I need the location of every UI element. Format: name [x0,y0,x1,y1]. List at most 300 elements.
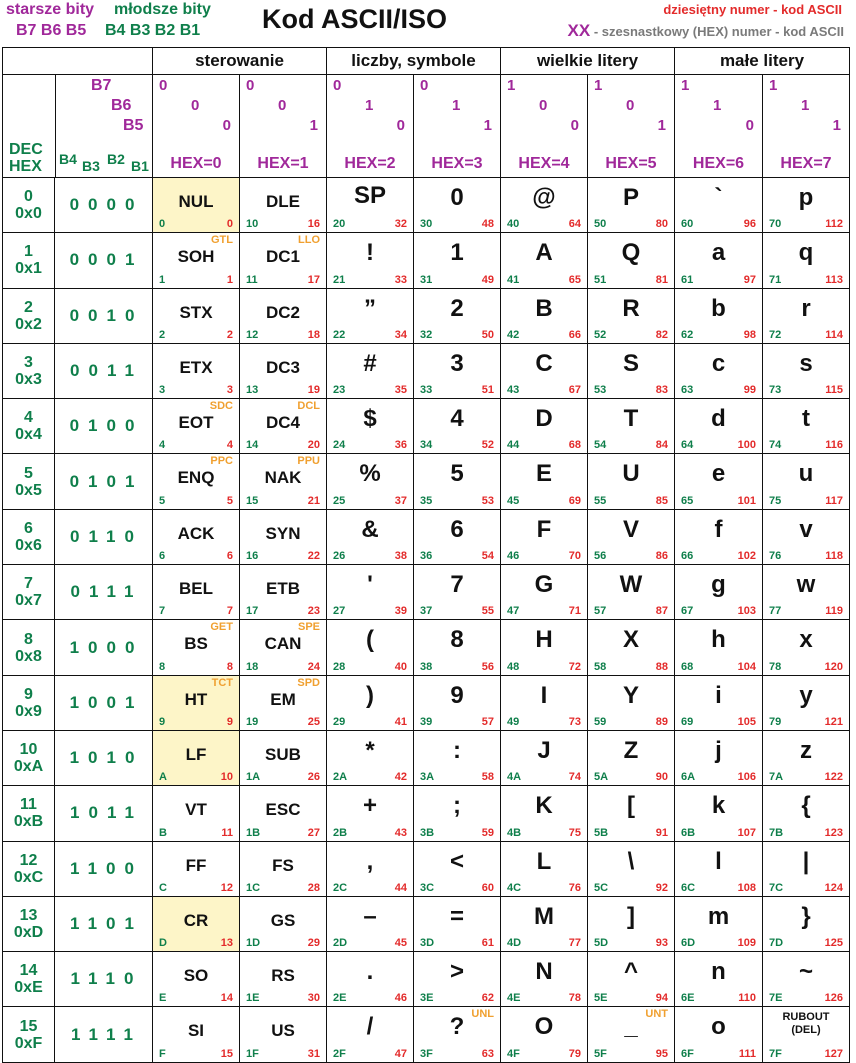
ascii-symbol: FS [272,855,294,875]
hex-code: C [159,881,167,894]
ascii-cell [675,896,763,951]
ascii-cell [588,399,675,454]
row-header [3,343,55,398]
decimal-code: 112 [825,218,843,231]
hex-code: 34 [420,439,433,452]
ascii-symbol: Q [621,239,641,267]
ascii-symbol: HT [184,689,208,709]
hex-code: 75 [769,494,782,507]
column-bit-b7: 1 [769,77,778,94]
ascii-symbol: GS [270,910,296,930]
ascii-annotation: DCL [297,400,320,413]
decimal-code: 63 [481,1047,494,1060]
legend-hex [568,21,844,41]
decimal-code: 114 [825,328,843,341]
hex-code: 71 [769,273,782,286]
ascii-symbol: SP [353,182,386,209]
ascii-symbol: < [449,847,464,875]
decimal-code: 118 [825,550,843,563]
ascii-cell [327,399,414,454]
column-bit-b5: 1 [309,117,318,134]
ascii-symbol: ACK [177,523,215,543]
ascii-cell [675,841,763,896]
decimal-code: 80 [655,218,668,231]
decimal-code: 19 [307,384,320,397]
row-dec: 2 [24,298,33,316]
ascii-cell [588,896,675,951]
ascii-cell [327,675,414,730]
ascii-cell [240,1007,327,1062]
ascii-cell [240,288,327,343]
table-row [3,952,850,1007]
older-bit-names: B7 B6 B5 [16,22,87,39]
decimal-code: 37 [394,494,407,507]
ascii-symbol: 8 [450,626,464,654]
hex-code: 14 [246,439,259,452]
hex-code: 19 [246,715,259,728]
category-corner [3,48,153,75]
column-bit-b6: 1 [452,97,461,114]
hex-code: 4B [507,826,522,839]
row-hex: 0xC [13,868,44,886]
ascii-symbol: SI [187,1021,205,1041]
ascii-cell [153,343,240,398]
column-bit-b7: 0 [246,77,255,94]
decimal-code: 58 [481,771,494,784]
decimal-code: 45 [394,937,407,950]
row-dec: 0 [24,188,33,206]
decimal-code: 57 [481,715,494,728]
decimal-code: 117 [825,494,843,507]
hex-code: 51 [594,273,607,286]
ascii-symbol: G [534,571,554,599]
decimal-code: 126 [824,992,843,1005]
ascii-cell [414,896,501,951]
table-row [3,233,850,288]
column-bit-b5: 0 [396,117,405,134]
ascii-symbol: o [711,1013,726,1041]
ascii-symbol: BEL [179,579,213,599]
row-dec: 1 [24,243,33,261]
ascii-cell [414,565,501,620]
decimal-code: 28 [307,881,320,894]
ascii-symbol: O [534,1013,554,1041]
category-digits-symbols: liczby, symbole [327,48,501,75]
ascii-symbol: \ [627,847,635,875]
decimal-code: 125 [824,937,843,950]
ascii-cell [588,288,675,343]
decimal-code: 41 [394,715,407,728]
ascii-cell [327,952,414,1007]
ascii-cell [675,1007,763,1062]
ascii-symbol: P [622,184,639,211]
ascii-annotation: SPE [297,621,320,634]
hex-code: 3D [420,937,435,950]
hex-code: 5F [594,1047,607,1060]
decimal-code: 36 [394,439,407,452]
column-bit-b7: 0 [420,77,429,94]
decimal-code: 81 [655,273,668,286]
ascii-cell [240,509,327,564]
hex-code: 44 [507,439,520,452]
decimal-code: 35 [394,384,407,397]
ascii-cell [763,620,850,675]
hex-code: 3 [159,384,166,397]
ascii-cell [153,399,240,454]
decimal-code: 119 [825,605,843,618]
hex-code: F [159,1047,166,1060]
ascii-symbol: STX [179,302,213,322]
ascii-symbol: DLE [266,192,300,211]
ascii-symbol: / [366,1013,374,1041]
column-hex-label: HEX=2 [344,155,396,172]
decimal-code: 39 [394,605,407,618]
row-dec: 13 [19,907,38,924]
column-bit-b5: 1 [832,117,841,134]
ascii-cell [763,454,850,509]
ascii-cell [327,288,414,343]
ascii-table [2,47,850,1063]
table-row [3,178,850,233]
decimal-code: 121 [824,715,843,728]
ascii-symbol: T [623,405,639,433]
row-bits: 1111 [55,1007,153,1062]
row-bits: 1011 [55,786,153,841]
ascii-symbol: 0 [450,184,464,211]
ascii-symbol: + [362,792,377,820]
category-control: sterowanie [153,48,327,75]
hex-code: 18 [246,660,259,673]
row-hex: 0xB [13,813,44,831]
decimal-code: 66 [568,328,581,341]
ascii-cell [153,730,240,785]
ascii-symbol: ] [627,902,635,930]
hex-code: 11 [246,273,258,286]
column-hex-label: HEX=0 [170,155,222,172]
row-hex: 0xF [14,1034,43,1052]
decimal-code: 70 [568,550,581,563]
decimal-code: 38 [394,550,407,563]
row-header [3,896,55,951]
ascii-cell [675,565,763,620]
ascii-cell [588,1007,675,1062]
decimal-code: 72 [568,660,581,673]
decimal-code: 91 [655,826,668,839]
ascii-symbol: g [711,571,726,599]
row-header [3,952,55,1007]
ascii-symbol: y [799,681,813,709]
ascii-symbol: F [536,515,552,543]
hex-code: 55 [594,494,607,507]
decimal-code: 84 [655,439,668,452]
column-bit-b5: 0 [570,117,579,134]
column-header-6 [675,75,763,178]
category-uppercase: wielkie litery [501,48,675,75]
hex-code: 36 [420,550,433,563]
decimal-code: 113 [825,273,843,286]
ascii-cell [763,509,850,564]
decimal-code: 83 [655,384,668,397]
decimal-code: 120 [824,660,843,673]
decimal-code: 86 [655,550,668,563]
ascii-cell [763,730,850,785]
ascii-symbol: ETB [266,579,300,599]
hex-code: 2D [333,937,348,950]
column-header-7 [763,75,850,178]
decimal-code: 43 [394,826,407,839]
ascii-symbol: VT [185,800,207,820]
decimal-code: 102 [737,550,756,563]
ascii-cell [153,841,240,896]
hex-code: 49 [507,715,520,728]
ascii-symbol: ` [714,184,723,211]
page-title: Kod ASCII/ISO [262,4,448,34]
decimal-code: 87 [655,605,668,618]
decimal-code: 50 [481,328,494,341]
decimal-code: 107 [737,826,756,839]
decimal-code: 59 [481,826,494,839]
older-bits-label: starsze bity [6,1,95,18]
ascii-cell [588,343,675,398]
ascii-cell [327,233,414,288]
ascii-cell [414,509,501,564]
corner-b3: B3 [82,158,100,174]
row-header [3,675,55,730]
ascii-symbol: s [799,349,813,377]
row-dec: 4 [24,409,33,427]
decimal-code: 106 [737,771,756,784]
table-row [3,399,850,454]
ascii-cell [501,786,588,841]
ascii-cell [588,565,675,620]
hex-code: 43 [507,384,520,397]
hex-code: 40 [507,218,520,231]
hex-code: 12 [246,328,259,341]
ascii-cell [588,233,675,288]
ascii-cell [153,1007,240,1062]
ascii-symbol: t [802,405,810,433]
ascii-cell [327,454,414,509]
decimal-code: 52 [481,439,494,452]
ascii-annotation: UNL [471,1008,494,1021]
decimal-code: 65 [568,273,581,286]
ascii-symbol: = [449,902,464,930]
ascii-cell [327,896,414,951]
decimal-code: 30 [307,992,320,1005]
decimal-code: 90 [655,771,668,784]
decimal-code: 0 [226,218,233,231]
row-bits: 0000 [55,178,153,233]
ascii-cell [501,730,588,785]
hex-code: 4 [159,439,166,452]
row-dec: 6 [24,519,33,537]
decimal-code: 22 [307,550,320,563]
decimal-code: 88 [655,660,668,673]
ascii-cell [588,620,675,675]
hex-code: 58 [594,660,607,673]
decimal-code: 12 [220,881,233,894]
hex-code: 4D [507,937,522,950]
ascii-cell [153,288,240,343]
ascii-cell [327,565,414,620]
ascii-symbol: n [711,958,726,986]
ascii-symbol: 5 [450,460,464,488]
ascii-annotation: PPU [297,455,320,468]
ascii-symbol: 9 [450,681,464,709]
ascii-cell [501,178,588,233]
ascii-cell [153,565,240,620]
decimal-code: 67 [568,384,581,397]
hex-code: 9 [159,715,166,728]
ascii-cell [588,952,675,1007]
row-header [3,786,55,841]
ascii-symbol: z [800,736,812,764]
column-hex-label: HEX=5 [605,155,657,172]
decimal-code: 20 [307,439,320,452]
decimal-code: 1 [226,273,233,286]
decimal-code: 105 [737,715,756,728]
ascii-symbol: @ [532,184,556,211]
ascii-symbol: SUB [265,744,301,764]
hex-code: 70 [769,218,782,231]
ascii-symbol: CAN [264,634,302,654]
ascii-symbol: ' [367,571,373,599]
column-bit-b5: 0 [222,117,231,134]
row-bits: 1010 [55,730,153,785]
table-row [3,565,850,620]
ascii-cell [763,343,850,398]
decimal-code: 8 [226,660,233,673]
row-bits: 1110 [55,952,153,1007]
row-bits: 1000 [55,620,153,675]
ascii-symbol: w [796,571,816,599]
hex-code: 25 [333,494,346,507]
ascii-cell [414,1007,501,1062]
column-bit-b6: 1 [365,97,374,114]
decimal-code: 54 [481,550,494,563]
hex-code: 42 [507,328,520,341]
ascii-cell [763,896,850,951]
ascii-symbol: _ [624,1013,638,1041]
row-dec: 9 [24,685,33,703]
ascii-annotation: SDC [209,400,233,413]
hex-code: 6F [681,1047,694,1060]
ascii-symbol: EM [270,689,296,709]
ascii-symbol: q [798,239,814,267]
decimal-code: 127 [824,1047,843,1060]
hex-code: 29 [333,715,346,728]
hex-code: 26 [333,550,346,563]
hex-code: 20 [333,218,346,231]
table-row [3,343,850,398]
hex-code: 50 [594,218,607,231]
ascii-cell [763,233,850,288]
row-hex: 0x5 [15,481,42,499]
decimal-code: 96 [743,218,756,231]
ascii-symbol: 6 [450,515,464,543]
ascii-annotation: GET [210,621,233,634]
ascii-symbol: K [535,792,553,820]
ascii-cell [240,343,327,398]
corner-hex: HEX [9,158,42,175]
ascii-annotation: TCT [211,676,233,689]
hex-code: 2B [333,826,348,839]
hex-code: 61 [681,273,694,286]
ascii-cell [675,786,763,841]
ascii-cell [327,1007,414,1062]
ascii-symbol: RUBOUT (DEL) [782,1011,830,1037]
hex-code: 6E [681,992,695,1005]
ascii-symbol: i [715,681,722,709]
ascii-cell [763,675,850,730]
ascii-symbol: [ [627,792,635,820]
ascii-symbol: 3 [450,349,464,377]
ascii-cell [501,841,588,896]
decimal-code: 5 [226,494,233,507]
decimal-code: 111 [738,1047,756,1060]
decimal-code: 85 [655,494,668,507]
ascii-symbol: N [535,958,553,986]
ascii-symbol: J [537,736,551,764]
hex-code: 3F [420,1047,433,1060]
hex-code: 33 [420,384,433,397]
hex-code: 7A [769,771,784,784]
hex-code: 1D [246,937,261,950]
hex-code: 2E [333,992,347,1005]
hex-code: 4A [507,771,522,784]
ascii-cell [588,730,675,785]
hex-code: 6B [681,826,696,839]
ascii-symbol: Z [623,736,639,764]
ascii-symbol: 7 [450,571,464,599]
hex-code: 5 [159,494,166,507]
row-dec: 12 [19,851,38,869]
hex-code: 5E [594,992,608,1005]
legend-hex-text: - szesnastkowy (HEX) numer - kod ASCII [590,24,844,39]
hex-code: D [159,937,167,950]
hex-code: 45 [507,494,520,507]
ascii-symbol: ^ [623,958,638,986]
hex-code: 16 [246,550,259,563]
ascii-cell [675,233,763,288]
decimal-code: 82 [655,328,668,341]
ascii-symbol: h [711,626,726,654]
column-bit-b5: 1 [483,117,492,134]
decimal-code: 13 [220,937,233,950]
hex-code: 13 [246,384,259,397]
hex-code: 6C [681,881,696,894]
row-hex: 0x9 [15,702,42,720]
decimal-code: 79 [568,1047,581,1060]
row-hex: 0x8 [15,647,42,665]
hex-code: 28 [333,660,346,673]
table-row [3,454,850,509]
decimal-code: 23 [307,605,320,618]
decimal-code: 7 [226,605,233,618]
ascii-symbol: & [361,515,379,543]
ascii-symbol: US [271,1021,295,1041]
decimal-code: 69 [568,494,581,507]
row-header [3,178,55,233]
hex-code: 10 [246,218,259,231]
ascii-symbol: b [711,294,726,322]
ascii-cell [763,1007,850,1062]
ascii-symbol: e [711,460,726,488]
row-hex: 0xA [13,758,44,776]
ascii-symbol: Y [622,681,639,709]
row-dec: 5 [24,464,33,482]
ascii-symbol: m [707,902,730,930]
